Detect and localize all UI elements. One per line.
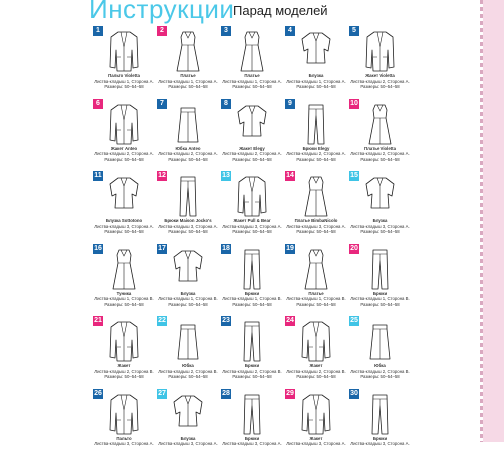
jacket-icon [107,29,141,73]
model-name: Жакет Anteo [88,146,160,152]
model-caption [216,73,288,90]
page-edge-decoration [480,0,504,442]
model-sheet: Листва-кладыш 1, Сторона В. [280,296,352,302]
jacket-icon [299,392,333,436]
model-sheet: Листва-кладыш 3, Сторона А. [88,441,160,447]
model-caption [280,218,352,235]
model-sizes: Размеры: 50–54–58 [280,374,352,380]
model-number-badge: 4 [285,26,295,36]
model-caption [88,436,160,447]
model-caption [280,363,352,380]
model-card[interactable] [152,97,216,170]
dress-icon [107,247,141,291]
page-subtitle: Парад моделей [233,3,328,18]
model-caption [280,291,352,308]
model-caption [280,73,352,90]
model-card[interactable] [344,314,408,387]
dress-icon [299,174,333,218]
model-sizes: Размеры: 50–54–58 [88,229,160,235]
model-sizes: Размеры: 50–54–58 [152,229,224,235]
skirt-icon [171,319,205,363]
model-name: Жакет [88,363,160,369]
model-name: Платье [216,73,288,79]
trousers-icon [235,319,269,363]
model-number-badge: 17 [157,244,167,254]
model-name: Блузка [152,291,224,297]
model-sheet: Листва-кладыш 2, Сторона В. [88,369,160,375]
model-name: Туника [88,291,160,297]
model-number-badge: 1 [93,26,103,36]
model-caption [88,218,160,235]
trousers-icon [171,174,205,218]
model-caption [344,363,416,380]
blouse-icon [235,102,269,146]
model-sheet: Листва-кладыш 2, Сторона В. [152,369,224,375]
jacket-icon [107,392,141,436]
model-name: Блузка [344,218,416,224]
model-number-badge: 15 [349,171,359,181]
model-sheet: Листва-кладыш 1, Сторона В. [152,296,224,302]
skirt-icon [171,102,205,146]
trousers-icon [363,247,397,291]
model-number-badge: 14 [285,171,295,181]
model-name: Брюки [344,436,416,442]
model-card[interactable] [344,169,408,242]
model-sizes: Размеры: 50–54–58 [344,302,416,308]
model-sizes: Размеры: 50–54–58 [344,84,416,90]
model-sizes: Размеры: 50–54–58 [152,84,224,90]
page-edge-stripe [480,0,483,442]
model-caption [280,436,352,447]
blouse-icon [363,174,397,218]
model-card[interactable] [88,242,152,315]
model-number-badge: 11 [93,171,103,181]
model-number-badge: 7 [157,99,167,109]
model-sheet: Листва-кладыш 3, Сторона А. [344,224,416,230]
model-sizes: Размеры: 50–54–58 [344,374,416,380]
model-number-badge: 2 [157,26,167,36]
model-card[interactable] [152,387,216,459]
model-sizes: Размеры: 50–54–58 [280,157,352,163]
model-sheet: Листва-кладыш 2, Сторона В. [216,369,288,375]
model-number-badge: 27 [157,389,167,399]
model-card[interactable] [152,314,216,387]
model-caption [88,363,160,380]
model-sizes: Размеры: 50–54–58 [152,157,224,163]
model-caption [216,218,288,235]
model-caption [216,363,288,380]
model-caption [88,146,160,163]
models-grid [88,24,408,442]
model-sheet: Листва-кладыш 1, Сторона А. [152,79,224,85]
model-caption [152,436,224,447]
model-number-badge: 25 [349,316,359,326]
model-sheet: Листва-кладыш 3, Сторона А. [280,441,352,447]
model-name: Блузка [152,436,224,442]
model-card[interactable] [152,169,216,242]
model-card[interactable] [152,242,216,315]
model-card[interactable] [344,97,408,170]
trousers-icon [363,392,397,436]
model-name: Брюки Elegy [280,146,352,152]
model-card[interactable] [88,24,152,97]
model-sizes: Размеры: 50–54–58 [216,84,288,90]
model-sizes: Размеры: 50–54–58 [344,229,416,235]
model-caption [344,73,416,90]
model-name: Жакет Pull & Bear [216,218,288,224]
model-caption [344,146,416,163]
model-number-badge: 9 [285,99,295,109]
model-card[interactable] [152,24,216,97]
model-number-badge: 12 [157,171,167,181]
page-title: Инструкции [89,0,234,25]
model-sizes: Размеры: 50–54–58 [88,157,160,163]
model-name: Брюки [216,436,288,442]
model-card[interactable] [280,387,344,459]
model-sheet: Листва-кладыш 3, Сторона А. [216,224,288,230]
model-name: Платье BimbaNicolo [280,218,352,224]
model-caption [152,73,224,90]
model-name: Брюки Maison Jocko's [152,218,224,224]
model-number-badge: 20 [349,244,359,254]
model-card[interactable] [280,169,344,242]
model-name: Брюки [216,363,288,369]
model-number-badge: 5 [349,26,359,36]
model-sheet: Листва-кладыш 3, Сторона А. [152,224,224,230]
model-sheet: Листва-кладыш 2, Сторона А. [216,151,288,157]
model-name: Блузка [280,73,352,79]
model-number-badge: 26 [93,389,103,399]
skirt-icon [363,319,397,363]
model-caption [152,291,224,308]
model-sheet: Листва-кладыш 3, Сторона А. [344,441,416,447]
model-number-badge: 13 [221,171,231,181]
model-name: Брюки [216,291,288,297]
model-card[interactable] [280,97,344,170]
model-card[interactable] [88,387,152,459]
model-sheet: Листва-кладыш 3, Сторона А. [216,441,288,447]
model-name: Жакет [280,436,352,442]
model-caption [216,436,288,447]
dress-icon [171,29,205,73]
model-card[interactable] [88,314,152,387]
model-card[interactable] [344,24,408,97]
model-sheet: Листва-кладыш 2, Сторона А. [344,151,416,157]
model-number-badge: 10 [349,99,359,109]
jacket-icon [107,102,141,146]
model-caption [344,218,416,235]
jacket-icon [299,319,333,363]
blouse-icon [299,29,333,73]
model-card[interactable] [280,314,344,387]
model-number-badge: 3 [221,26,231,36]
model-sheet: Листва-кладыш 2, Сторона А. [280,151,352,157]
blouse-icon [107,174,141,218]
blouse-icon [171,392,205,436]
model-number-badge: 28 [221,389,231,399]
model-number-badge: 24 [285,316,295,326]
model-number-badge: 18 [221,244,231,254]
model-sheet: Листва-кладыш 1, Сторона В. [216,296,288,302]
model-number-badge: 21 [93,316,103,326]
model-sizes: Размеры: 50–54–58 [280,229,352,235]
model-name: Блузка Sottotono [88,218,160,224]
model-sheet: Листва-кладыш 3, Сторона А. [88,224,160,230]
model-name: Жакет Violetta [344,73,416,79]
model-sizes: Размеры: 50–54–58 [88,374,160,380]
model-sheet: Листва-кладыш 1, Сторона В. [344,296,416,302]
model-name: Платье [280,291,352,297]
model-number-badge: 22 [157,316,167,326]
model-caption [216,146,288,163]
model-number-badge: 16 [93,244,103,254]
jacket-icon [235,174,269,218]
model-number-badge: 19 [285,244,295,254]
model-sheet: Листва-кладыш 1, Сторона А. [88,79,160,85]
model-card[interactable] [216,24,280,97]
model-sheet: Листва-кладыш 3, Сторона А. [152,441,224,447]
dress-icon [235,29,269,73]
model-card[interactable] [344,387,408,459]
model-sheet: Листва-кладыш 2, Сторона А. [88,151,160,157]
model-caption [344,436,416,447]
model-sizes: Размеры: 50–54–58 [216,302,288,308]
model-sizes: Размеры: 50–54–58 [280,84,352,90]
model-caption [344,291,416,308]
model-card[interactable] [216,169,280,242]
model-name: Брюки [344,291,416,297]
model-name: Юбка [344,363,416,369]
model-caption [152,146,224,163]
model-caption [88,291,160,308]
trousers-icon [235,247,269,291]
model-card[interactable] [216,242,280,315]
model-sizes: Размеры: 50–54–58 [88,84,160,90]
model-name: Юбка [152,363,224,369]
model-caption [280,146,352,163]
model-card[interactable] [216,314,280,387]
model-number-badge: 23 [221,316,231,326]
trousers-icon [235,392,269,436]
model-sizes: Размеры: 50–54–58 [216,229,288,235]
model-number-badge: 8 [221,99,231,109]
model-card[interactable] [88,169,152,242]
model-card[interactable] [88,97,152,170]
dress-icon [363,102,397,146]
dress-icon [299,247,333,291]
model-sheet: Листва-кладыш 2, Сторона В. [280,369,352,375]
model-sheet: Листва-кладыш 3, Сторона А. [280,224,352,230]
model-sizes: Размеры: 50–54–58 [88,302,160,308]
model-name: Платье Violetta [344,146,416,152]
jacket-icon [107,319,141,363]
model-caption [152,363,224,380]
model-sheet: Листва-кладыш 1, Сторона А. [216,79,288,85]
trousers-icon [299,102,333,146]
model-name: Жакет [280,363,352,369]
model-sheet: Листва-кладыш 2, Сторона А. [152,151,224,157]
model-card[interactable] [216,97,280,170]
model-sizes: Размеры: 50–54–58 [216,374,288,380]
model-number-badge: 29 [285,389,295,399]
model-name: Жакет Elegy [216,146,288,152]
model-name: Пальто Violetta [88,73,160,79]
model-card[interactable] [216,387,280,459]
model-sizes: Размеры: 50–54–58 [280,302,352,308]
model-card[interactable] [280,242,344,315]
model-name: Юбка Anteo [152,146,224,152]
model-sheet: Листва-кладыш 1, Сторона А. [280,79,352,85]
model-card[interactable] [280,24,344,97]
model-name: Пальто [88,436,160,442]
blouse-icon [171,247,205,291]
model-sheet: Листва-кладыш 2, Сторона А. [344,79,416,85]
jacket-icon [363,29,397,73]
model-card[interactable] [344,242,408,315]
model-number-badge: 6 [93,99,103,109]
model-sizes: Размеры: 50–54–58 [216,157,288,163]
model-sheet: Листва-кладыш 1, Сторона В. [88,296,160,302]
model-sizes: Размеры: 50–54–58 [344,157,416,163]
model-caption [152,218,224,235]
model-name: Платье [152,73,224,79]
model-caption [88,73,160,90]
model-sheet: Листва-кладыш 2, Сторона В. [344,369,416,375]
model-sizes: Размеры: 50–54–58 [152,374,224,380]
model-number-badge: 30 [349,389,359,399]
model-caption [216,291,288,308]
model-sizes: Размеры: 50–54–58 [152,302,224,308]
